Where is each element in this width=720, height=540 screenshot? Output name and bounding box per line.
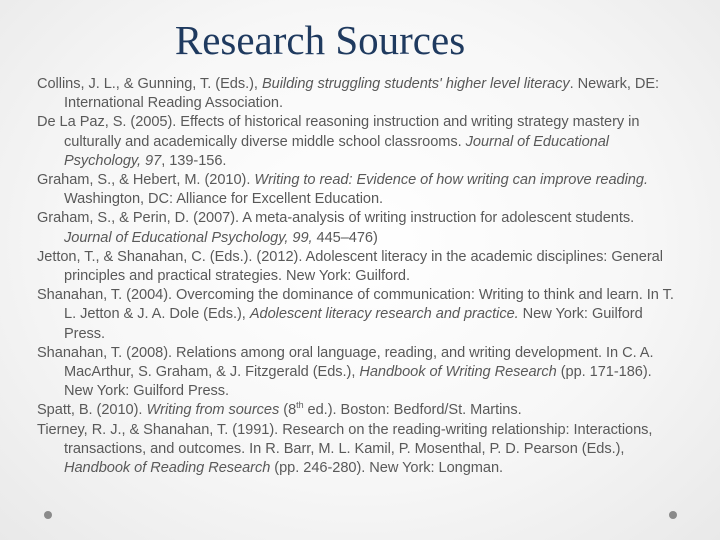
reference-list: [37, 75, 677, 478]
decorative-dot-left: [44, 511, 52, 519]
reference-item: De La Paz, S. (2005). Effects of historical reasoning instruction and writing strategy mastery in culturally and academically diverse middle school classrooms. Journal of Educational Psychology, 97, 139-156.: [37, 114, 640, 169]
reference-item: Shanahan, T. (2008). Relations among oral language, reading, and writing development. In C. A. MacArthur, S. Graham, & J. Fitzgerald (Eds.), Handbook of Writing Research (pp. 171-186). New York: Guilford Press.: [37, 344, 654, 400]
reference-item: Spatt, B. (2010). Writing from sources (8th ed.). Boston: Bedford/St. Martins.: [37, 400, 522, 419]
reference-item: Collins, J. L., & Gunning, T. (Eds.), Building struggling students' higher level literacy. Newark, DE: International Reading Association.: [37, 76, 660, 112]
reference-item: Tierney, R. J., & Shanahan, T. (1991). Research on the reading-writing relationship: Interactions, transactions, and outcomes. In R. Barr, M. L. Kamil, P. Mosenthal, P. D. Pearson (Eds.), Handbook of Reading Research (pp. 246-280). New York: Longman.: [37, 421, 653, 477]
reference-item: Graham, S., & Hebert, M. (2010). Writing to read: Evidence of how writing can improve reading. Washington, DC: Alliance for Excellent Education.: [37, 172, 648, 208]
slide-title: Research Sources: [174, 17, 466, 63]
decorative-dot-right: [669, 511, 677, 519]
reference-item: Jetton, T., & Shanahan, C. (Eds.). (2012). Adolescent literacy in the academic disciplines: General principles and practical strategies. New York: Guilford.: [37, 248, 663, 285]
reference-item: Shanahan, T. (2004). Overcoming the dominance of communication: Writing to think and learn. In T. L. Jetton & J. A. Dole (Eds.), Adolescent literacy research and practice. New York: Guilford Press.: [37, 287, 674, 342]
reference-item: Graham, S., & Perin, D. (2007). A meta-analysis of writing instruction for adolescent students. Journal of Educational Psychology, 99, 445–476): [37, 210, 635, 246]
